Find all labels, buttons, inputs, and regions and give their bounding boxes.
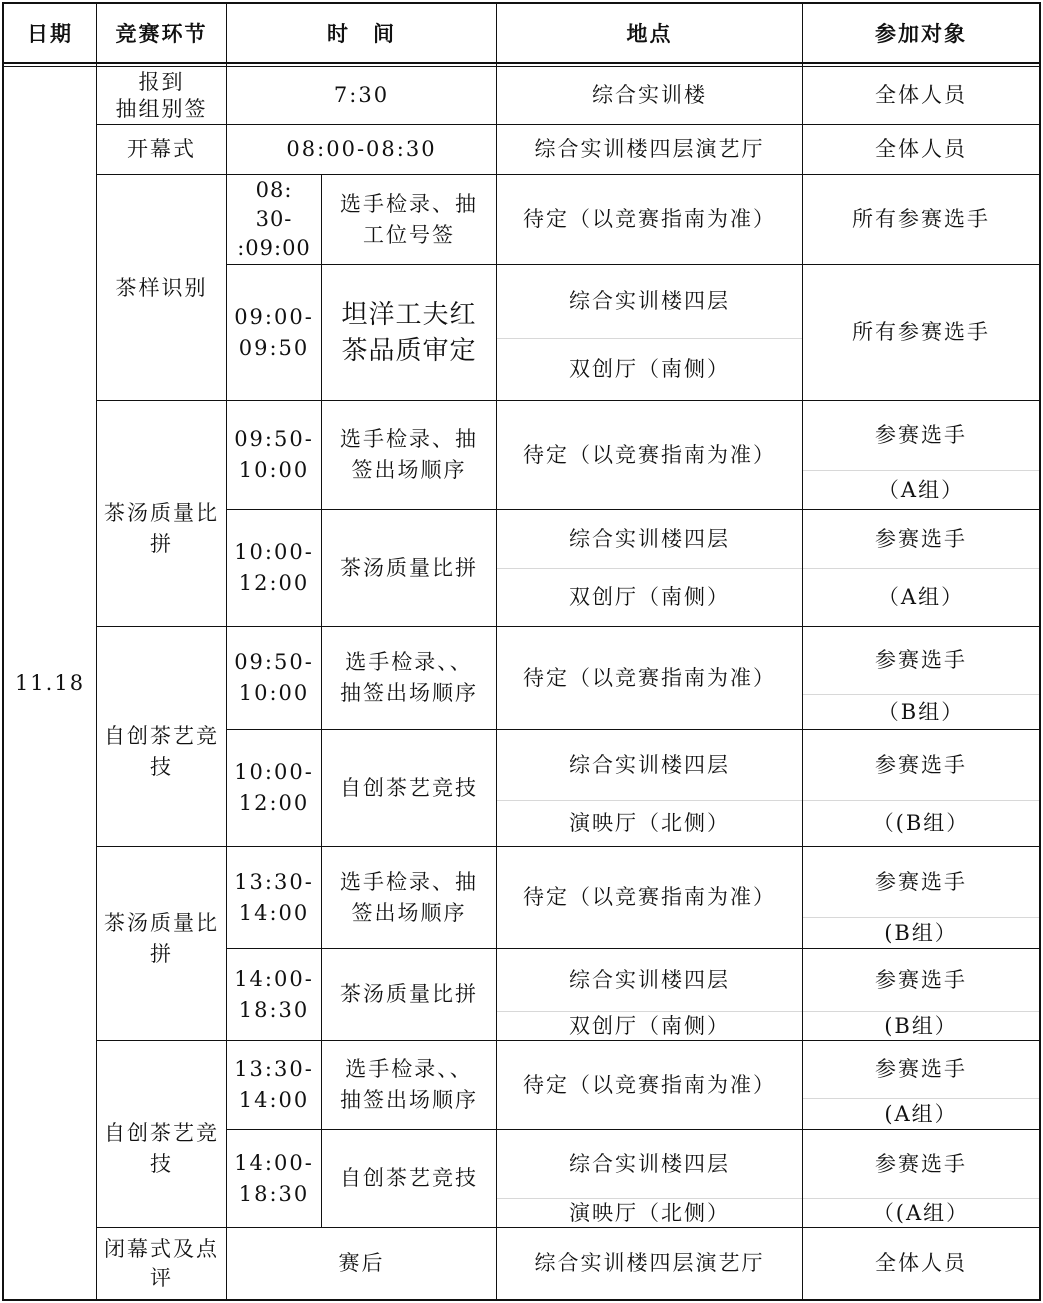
segment-opening: 开幕式 — [127, 137, 196, 161]
location-tea-sample-1: 待定（以竞赛指南为准） — [523, 207, 776, 231]
participants-art-b-1b: （B组） — [877, 699, 965, 724]
activity-art-b-2: 自创茶艺竞技 — [340, 775, 478, 800]
location-checkin: 综合实训楼 — [592, 83, 707, 107]
location-closing: 综合实训楼四层演艺厅 — [534, 1251, 765, 1275]
location-soup-b-1: 待定（以竞赛指南为准） — [523, 885, 776, 909]
participants-closing: 全体人员 — [875, 1251, 967, 1275]
activity-art-a-1: 选手检录、、 抽签出场顺序 — [340, 1057, 478, 1112]
participants-art-a-1b: (A组） — [884, 1101, 958, 1126]
time-checkin: 7:30 — [333, 83, 390, 107]
participants-art-b-2a: 参赛选手 — [875, 752, 967, 777]
participants-soup-b-2a: 参赛选手 — [875, 967, 967, 992]
participants-art-a-2b: （(A组） — [872, 1200, 970, 1225]
date-value: 11.18 — [14, 670, 86, 695]
segment-art-b: 自创茶艺竞 技 — [104, 723, 219, 779]
participants-soup-b-1b: (B组） — [884, 920, 958, 945]
header-location: 地点 — [626, 20, 673, 46]
participants-tea-sample-1: 所有参赛选手 — [852, 207, 990, 231]
header-date: 日期 — [27, 20, 73, 46]
location-soup-a-2b: 双创厅（南侧） — [569, 585, 730, 609]
segment-art-a: 自创茶艺竞 技 — [104, 1121, 219, 1176]
border-right — [1039, 2, 1041, 1301]
location-art-a-2b: 演映厅（北侧） — [569, 1200, 730, 1225]
segment-checkin: 报到 抽组别签 — [115, 69, 208, 121]
activity-soup-a-1: 选手检录、抽 签出场顺序 — [340, 427, 478, 482]
activity-art-a-2: 自创茶艺竞技 — [340, 1166, 478, 1190]
participants-soup-b-1a: 参赛选手 — [875, 869, 967, 894]
participants-opening: 全体人员 — [875, 137, 967, 161]
time-art-a-2: 14:00- 18:30 — [234, 1150, 314, 1206]
header-segment: 竞赛环节 — [115, 20, 208, 46]
border-bottom — [2, 1299, 1041, 1301]
participants-tea-sample-2: 所有参赛选手 — [852, 320, 990, 344]
participants-art-b-1a: 参赛选手 — [875, 648, 967, 672]
location-tea-sample-2b: 双创厅（南侧） — [569, 357, 730, 381]
location-soup-b-2a: 综合实训楼四层 — [569, 967, 730, 992]
time-art-b-2: 10:00- 12:00 — [234, 760, 314, 815]
header-time: 时 间 — [327, 20, 396, 46]
participants-art-a-1a: 参赛选手 — [875, 1057, 967, 1081]
time-opening: 08:00-08:30 — [286, 137, 437, 161]
location-soup-a-2a: 综合实训楼四层 — [569, 526, 730, 551]
participants-art-a-2a: 参赛选手 — [875, 1151, 967, 1176]
segment-soup-b: 茶汤质量比 拼 — [104, 910, 219, 966]
time-soup-a-2: 10:00- 12:00 — [234, 540, 314, 595]
location-art-b-1: 待定（以竞赛指南为准） — [523, 665, 776, 690]
time-art-a-1: 13:30- 14:00 — [234, 1057, 314, 1112]
time-soup-b-1: 13:30- 14:00 — [234, 869, 314, 925]
location-art-b-2a: 综合实训楼四层 — [569, 752, 730, 777]
activity-soup-b-1: 选手检录、抽 签出场顺序 — [340, 869, 478, 925]
location-soup-b-2b: 双创厅（南侧） — [569, 1013, 730, 1038]
time-soup-a-1: 09:50- 10:00 — [234, 427, 314, 482]
participants-soup-a-2b: （A组） — [877, 585, 965, 609]
participants-soup-a-1a: 参赛选手 — [875, 423, 967, 447]
activity-soup-b-2: 茶汤质量比拼 — [340, 982, 478, 1006]
location-opening: 综合实训楼四层演艺厅 — [534, 137, 765, 161]
participants-soup-a-2a: 参赛选手 — [875, 526, 967, 551]
participants-soup-a-1b: （A组） — [877, 477, 965, 502]
activity-soup-a-2: 茶汤质量比拼 — [340, 555, 478, 580]
time-tea-sample-2: 09:00- 09:50 — [234, 304, 314, 360]
activity-tea-sample-1: 选手检录、抽 工位号签 — [340, 191, 478, 247]
activity-art-b-1: 选手检录、、 抽签出场顺序 — [340, 650, 478, 705]
segment-soup-a: 茶汤质量比 拼 — [104, 500, 219, 556]
time-soup-b-2: 14:00- 18:30 — [234, 966, 314, 1022]
segment-closing: 闭幕式及点 评 — [104, 1236, 219, 1290]
location-art-a-1: 待定（以竞赛指南为准） — [523, 1072, 776, 1097]
header-rule — [2, 62, 1041, 64]
segment-tea-sample: 茶样识别 — [115, 276, 208, 300]
time-tea-sample-1: 08: 30- :09:00 — [237, 178, 311, 260]
time-art-b-1: 09:50- 10:00 — [234, 650, 314, 705]
participants-art-b-2b: （(B组） — [872, 811, 970, 835]
activity-tea-sample-2: 坦洋工夫红 茶品质审定 — [341, 299, 477, 366]
location-soup-a-1: 待定（以竞赛指南为准） — [523, 442, 776, 467]
participants-checkin: 全体人员 — [875, 83, 967, 107]
location-art-a-2a: 综合实训楼四层 — [569, 1151, 730, 1176]
time-closing: 赛后 — [338, 1251, 385, 1275]
location-art-b-2b: 演映厅（北侧） — [569, 811, 730, 835]
location-tea-sample-2a: 综合实训楼四层 — [569, 289, 730, 313]
participants-soup-b-2b: (B组） — [884, 1013, 958, 1038]
header-participants: 参加对象 — [875, 20, 967, 46]
